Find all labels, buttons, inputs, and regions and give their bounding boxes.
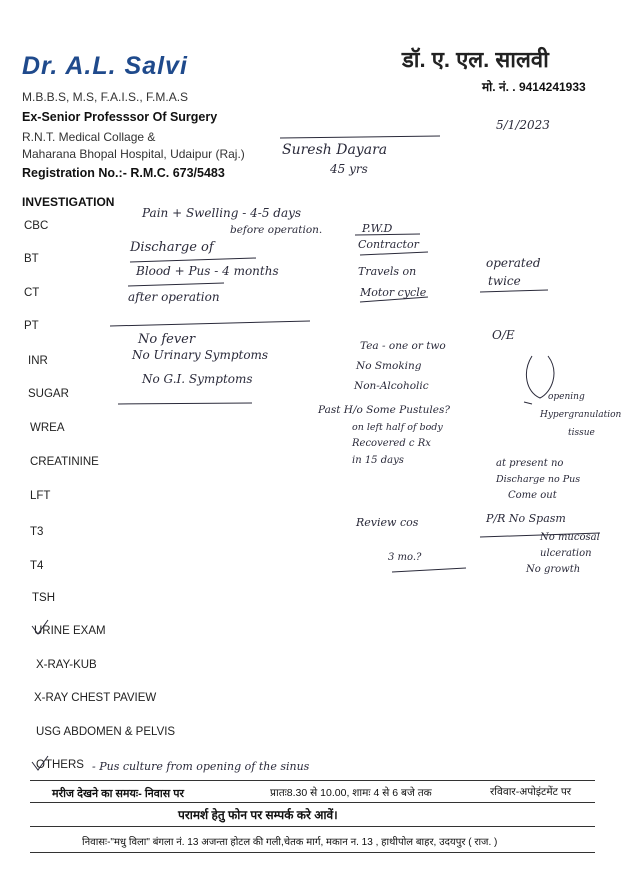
underline-stroke [280,136,440,138]
diagram-stroke [524,402,532,404]
diagram-stroke [526,356,553,398]
investigation-item: TSH [32,592,55,604]
investigation-item: CT [24,287,40,299]
footer-divider [30,826,595,827]
mobile-number: मो. नं. . 9414241933 [482,80,586,94]
investigation-item: URINE EXAM [34,625,106,637]
degrees: M.B.B.S, M.S, F.A.I.S., F.M.A.S [22,90,189,104]
doctor-name-hindi: डॉ. ए. एल. सालवी [402,47,549,72]
note-line: No Smoking [356,360,422,372]
note-line: No fever [138,332,196,347]
registration-number: Registration No.:- R.M.C. 673/5483 [22,166,225,180]
investigation-item: BT [24,253,39,265]
underline-stroke [480,290,548,292]
note-line: No growth [526,564,581,575]
tick-mark [32,620,48,634]
underline-stroke [360,297,428,302]
patient-age: 45 yrs [330,162,368,176]
underline-stroke [392,568,466,572]
note-line: operated [486,256,541,270]
consult-note: परामर्श हेतु फोन पर सम्पर्क करे आवें। [178,808,338,822]
note-line: No Urinary Symptoms [132,348,269,362]
investigation-title: INVESTIGATION [22,195,115,209]
note-line: P/R No Spasm [486,512,566,525]
footer-divider [30,852,595,853]
note-line: before operation. [230,224,323,236]
college-line1: R.N.T. Medical Collage & [22,130,156,144]
note-line: Discharge no Pus [496,474,581,485]
investigation-item: PT [24,320,39,332]
note-line: P.W.D [362,222,393,235]
investigation-item: WREA [30,422,65,434]
note-line: Discharge of [130,240,214,255]
address: निवासः-"मधु विला" बंगला नं. 13 अजन्ता होटल की गली,चेतक मार्ग, मकान न. 13 , हाथीपोल बाहर, उदयपुर ( राज. ) [82,837,498,848]
note-line: twice [488,274,521,288]
investigation-item: CREATININE [30,456,99,468]
date: 5/1/2023 [496,118,550,132]
note-line: Motor cycle [360,286,427,299]
note-line: Review cos [356,516,419,529]
underline-stroke [355,234,420,235]
note-line: ulceration [540,548,592,559]
investigation-item: T4 [30,560,44,572]
designation: Ex-Senior Professsor Of Surgery [22,110,218,124]
investigation-item: LFT [30,490,51,502]
footer-divider [30,802,595,803]
note-line: 3 mo.? [388,552,422,563]
note-line: after operation [128,290,220,304]
underline-stroke [130,258,256,262]
timing: प्रातः8.30 से 10.00, शामः 4 से 6 बजे तक [270,787,432,799]
underline-stroke [480,533,600,537]
note-line: Blood + Pus - 4 months [136,264,279,278]
underline-stroke [360,252,428,255]
investigation-item: OTHERS [36,759,84,771]
note-line: on left half of body [352,422,443,433]
sunday-appointment: रविवार-अपोइंटमेंट पर [490,786,572,798]
investigation-item: X-RAY CHEST PAVIEW [34,692,157,704]
underline-stroke [128,283,224,286]
investigation-item: USG ABDOMEN & PELVIS [36,726,176,738]
patient-name: Suresh Dayara [282,142,388,158]
note-line: tissue [568,428,595,438]
note-line: Travels on [358,265,417,278]
underline-stroke [110,321,310,326]
timing-label: मरीज देखने का समयः- निवास पर [52,788,184,800]
note-line: O/E [492,328,515,342]
note-line: Contractor [358,238,419,251]
note-line: No mucosal [540,532,600,543]
note-line: Tea - one or two [360,340,446,352]
investigation-item: SUGAR [28,388,69,400]
investigation-item: T3 [30,526,44,538]
others-note: - Pus culture from opening of the sinus [92,760,310,773]
note-line: No G.I. Symptoms [142,372,253,386]
investigation-item: X-RAY-KUB [36,659,97,671]
investigation-item: INR [28,355,48,367]
note-line: at present no [496,458,564,469]
underline-stroke [118,403,252,404]
note-line: Pain + Swelling - 4-5 days [142,206,302,220]
note-line: Past H/o Some Pustules? [318,404,450,416]
note-line: in 15 days [352,455,404,466]
footer-divider [30,780,595,781]
note-line: Come out [508,490,557,501]
note-line: opening [548,392,585,402]
investigation-item: CBC [24,220,49,232]
doctor-name: Dr. A.L. Salvi [22,52,188,80]
note-line: Hypergranulation [540,410,622,420]
note-line: Non-Alcoholic [354,380,429,392]
college-line2: Maharana Bhopal Hospital, Udaipur (Raj.) [22,147,245,161]
note-line: Recovered c Rx [352,438,431,449]
tick-mark [32,756,48,770]
